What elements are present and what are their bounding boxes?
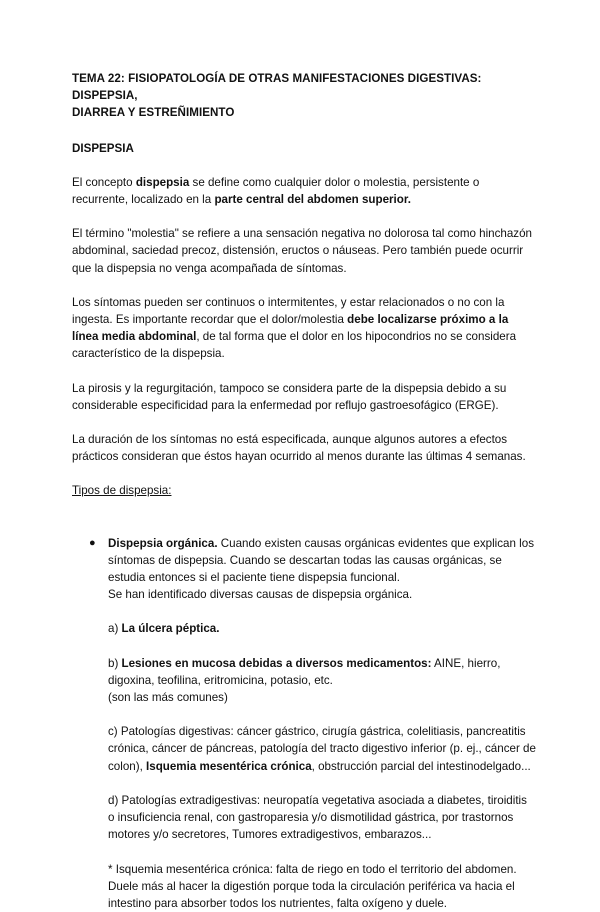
paragraph-duration: La duración de los síntomas no está especificada, aunque algunos autores a efectos prácticos consideran que éstos hayan ocurrido al menos durante las últimas 4 semanas. [72, 431, 536, 465]
bold-term: Isquemia mesentérica crónica [146, 760, 312, 773]
bullet-item [72, 535, 536, 912]
bold-term: Lesiones en mucosa debidas a diversos medicamentos: [122, 657, 432, 670]
cause-d: d) Patologías extradigestivas: neuropatía vegetativa asociada a diabetes, tiroiditis o insuficiencia renal, con gastroparesia y/o dismotilidad gástrica, por trastornos motores y/o secretores, Tumores extradigestivos, embarazos... [108, 792, 536, 844]
bullet-dot-icon: ● [89, 535, 96, 552]
text: , de tal forma que el dolor en los hipocondrios no se considera característico de la dispepsia. [72, 330, 516, 360]
footnote: * Isquemia mesentérica crónica: falta de riego en todo el territorio del abdomen. Duele más al hacer la digestión porque toda la circulación periférica va hacia el intestino para absorber todos los nutrientes, falta oxígeno y duele. [108, 861, 536, 912]
types-heading: Tipos de dispepsia: [72, 482, 536, 499]
title-line-1: TEMA 22: FISIOPATOLOGÍA DE OTRAS MANIFESTACIONES DIGESTIVAS: DISPEPSIA, [72, 72, 481, 102]
section-heading: DISPEPSIA [72, 140, 536, 157]
text: a) [108, 622, 122, 635]
cause-c [108, 723, 536, 775]
bullet-intro [108, 535, 536, 604]
cause-b [108, 655, 536, 707]
document-title [72, 70, 536, 122]
paragraph-definition [72, 174, 536, 208]
bold-term: parte central del abdomen superior. [214, 193, 411, 206]
text: El concepto [72, 176, 136, 189]
text: c) Patologías digestivas: cáncer gástrico, cirugía gástrica, colelitiasis, pancreatitis crónica, cáncer de páncreas, patología del tracto digestivo inferior (p. ej., cáncer de colon), [108, 725, 536, 772]
bold-term: Dispepsia orgánica. [108, 537, 218, 550]
text: se define como cualquier dolor o molestia, persistente o recurrente, localizado en la [72, 176, 479, 206]
text: (son las más comunes) [108, 691, 228, 704]
bold-term: dispepsia [136, 176, 189, 189]
text: , obstrucción parcial del intestinodelgado... [312, 760, 531, 773]
cause-a [108, 620, 536, 637]
title-line-2: DIARREA Y ESTREÑIMIENTO [72, 106, 234, 119]
bold-term: La úlcera péptica. [122, 622, 220, 635]
paragraph-pirosis: La pirosis y la regurgitación, tampoco se considera parte de la dispepsia debido a su considerable especificidad para la enfermedad por reflujo gastroesofágico (ERGE). [72, 380, 536, 414]
text: Se han identificado diversas causas de dispepsia orgánica. [108, 588, 412, 601]
paragraph-symptoms [72, 294, 536, 363]
text: AINE, hierro, digoxina, teofilina, eritromicina, potasio, etc. [108, 657, 500, 687]
paragraph-molestia: El término "molestia" se refiere a una sensación negativa no dolorosa tal como hinchazón abdominal, saciedad precoz, distensión, eructos o náuseas. Pero también puede ocurrir que la dispepsia no venga acompañada de síntomas. [72, 225, 536, 277]
text: Los síntomas pueden ser continuos o intermitentes, y estar relacionados o no con la ingesta. Es importante recordar que el dolor/molestia [72, 296, 504, 326]
text: Cuando existen causas orgánicas evidentes que explican los síntomas de dispepsia. Cuando se descartan todas las causas orgánicas, se estudia entonces si el paciente tiene dispepsia funcional. [108, 537, 534, 584]
bold-term: debe localizarse próximo a la línea media abdominal [72, 313, 508, 343]
text: b) [108, 657, 122, 670]
